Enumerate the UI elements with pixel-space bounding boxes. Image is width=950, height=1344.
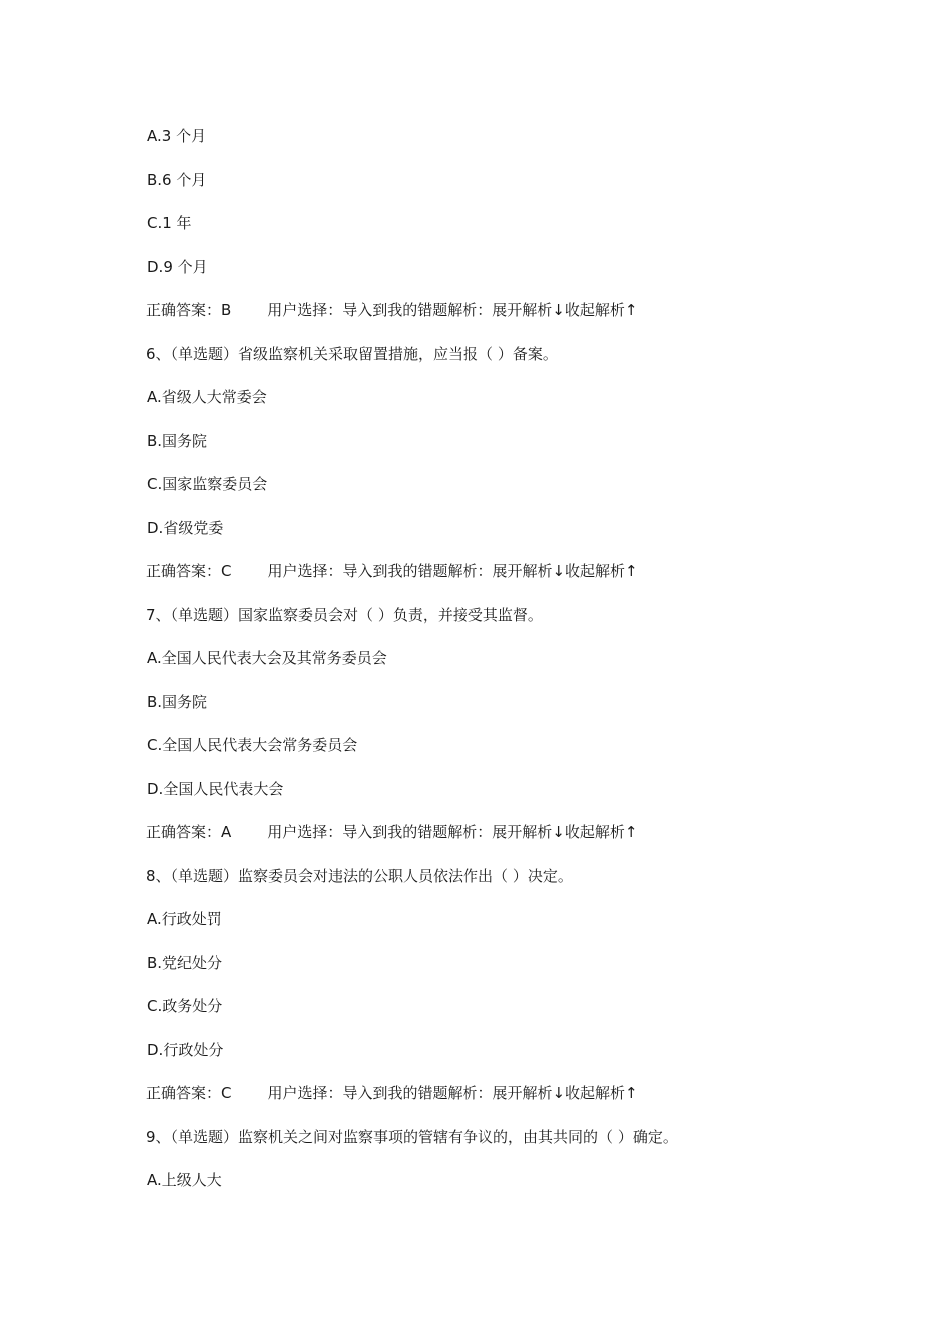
option-d: D.9 个月 <box>147 258 208 276</box>
option-c: C.全国人民代表大会常务委员会 <box>147 736 358 754</box>
correct-answer: 正确答案：C <box>146 562 232 580</box>
answer-row <box>146 561 638 581</box>
question-text: 6、（单选题）省级监察机关采取留置措施，应当报（ ）备案。 <box>146 345 558 363</box>
user-choice-analysis: 用户选择：导入到我的错题解析：展开解析↓收起解析↑ <box>267 301 638 319</box>
answer-row <box>146 822 637 842</box>
correct-answer: 正确答案：C <box>146 1084 232 1102</box>
option-c: C.1 年 <box>147 214 192 232</box>
user-choice-analysis: 用户选择：导入到我的错题解析：展开解析↓收起解析↑ <box>267 562 638 580</box>
correct-answer: 正确答案：A <box>146 823 232 841</box>
option-a: A.上级人大 <box>147 1171 222 1189</box>
question-text: 7、（单选题）国家监察委员会对（ ）负责，并接受其监督。 <box>146 606 543 624</box>
question-text: 8、（单选题）监察委员会对违法的公职人员依法作出（ ）决定。 <box>146 867 573 885</box>
user-choice-analysis: 用户选择：导入到我的错题解析：展开解析↓收起解析↑ <box>267 823 638 841</box>
option-b: B.国务院 <box>147 693 208 711</box>
option-a: A.全国人民代表大会及其常务委员会 <box>147 649 387 667</box>
option-b: B.国务院 <box>147 432 208 450</box>
user-choice-analysis: 用户选择：导入到我的错题解析：展开解析↓收起解析↑ <box>267 1084 638 1102</box>
option-b: B.党纪处分 <box>147 954 223 972</box>
answer-row <box>146 1083 638 1103</box>
option-a: A.行政处罚 <box>147 910 222 928</box>
option-a: A.省级人大常委会 <box>147 388 267 406</box>
option-c: C.国家监察委员会 <box>147 475 268 493</box>
option-a: A.3 个月 <box>147 127 207 145</box>
option-b: B.6 个月 <box>147 171 207 189</box>
option-c: C.政务处分 <box>147 997 223 1015</box>
option-d: D.行政处分 <box>147 1041 224 1059</box>
answer-row <box>146 300 637 320</box>
option-d: D.全国人民代表大会 <box>147 780 284 798</box>
option-d: D.省级党委 <box>147 519 224 537</box>
correct-answer: 正确答案：B <box>146 301 232 319</box>
question-text: 9、（单选题）监察机关之间对监察事项的管辖有争议的，由其共同的（ ）确定。 <box>146 1128 678 1146</box>
